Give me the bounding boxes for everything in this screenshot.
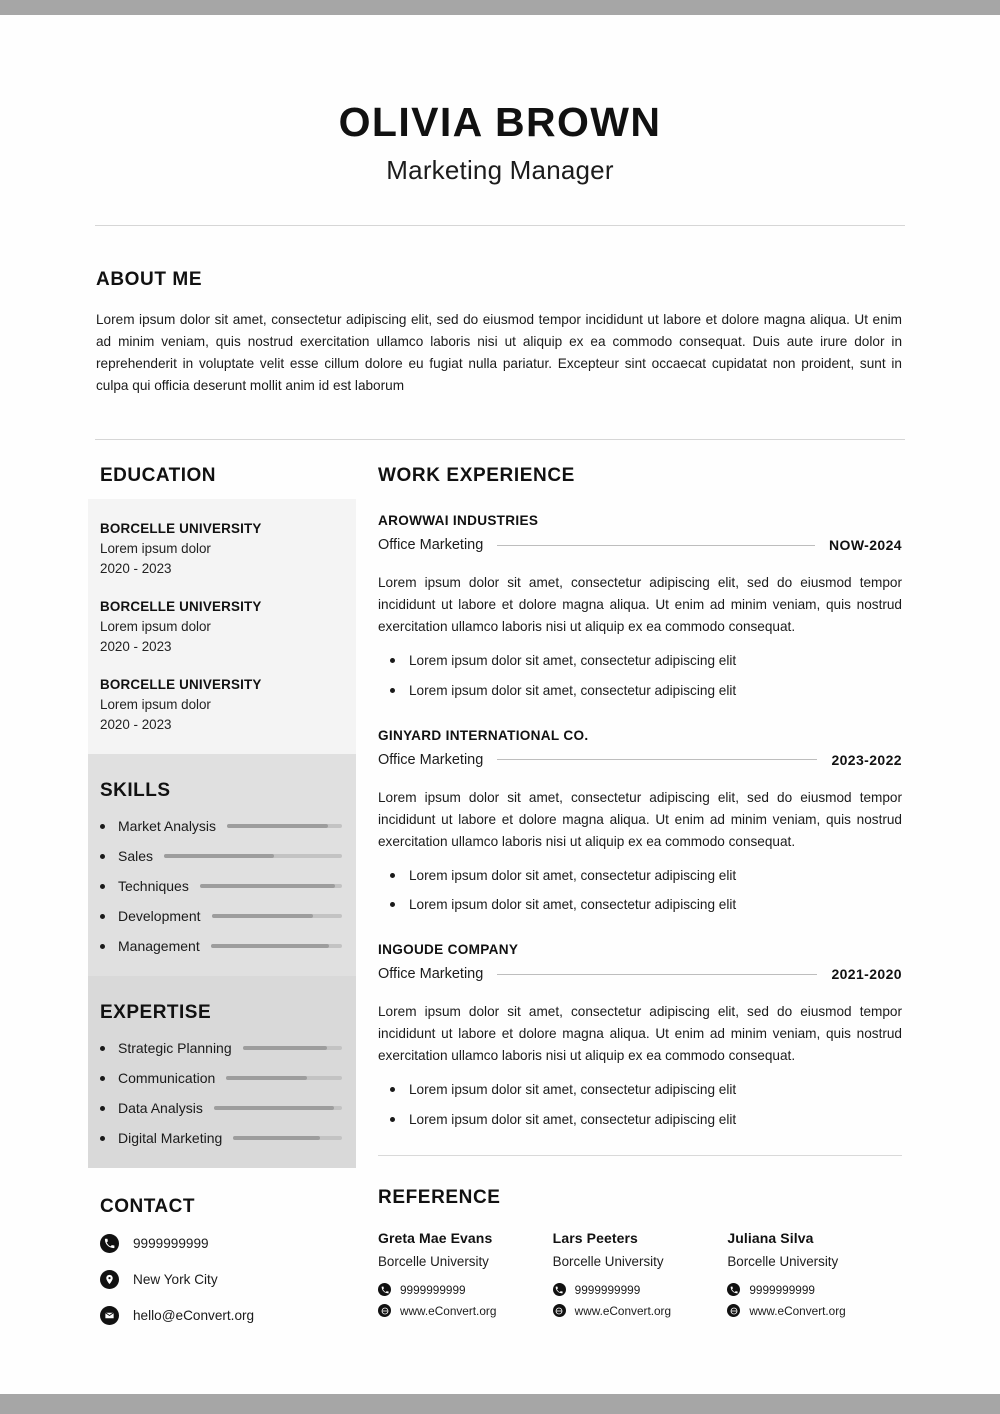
job-role: Office Marketing [378,966,484,983]
job-meta [378,537,902,553]
bullet-icon [100,884,105,889]
contact-email-row[interactable] [100,1306,356,1325]
reference-name: Juliana Silva [727,1229,814,1246]
job-entry [378,942,902,1131]
skill-label: Sales [118,848,154,864]
bullet-icon [100,1046,105,1051]
job-entry [378,728,902,917]
expertise-bar-fill [226,1076,307,1080]
reference-phone: 9999999999 [749,1282,815,1297]
contact-location-row[interactable] [100,1270,356,1289]
main-column [378,465,902,1325]
education-degree: Lorem ipsum dolor [100,619,211,634]
skill-row [100,908,356,924]
expertise-label: Digital Marketing [118,1130,223,1146]
skill-bar-fill [164,854,274,858]
skills-panel [88,754,356,976]
job-bullet-text: Lorem ipsum dolor sit amet, consectetur adipiscing elit [409,682,737,698]
about-title: ABOUT ME [96,269,203,290]
job-bullet [378,865,902,887]
job-bullet [378,650,902,672]
skill-bar [200,884,342,888]
job-bullet [378,894,902,916]
job-meta [378,966,902,982]
job-bullet-text: Lorem ipsum dolor sit amet, consectetur adipiscing elit [409,897,737,913]
skill-bar-fill [212,914,314,918]
bullet-icon [100,824,105,829]
expertise-bar-fill [243,1046,327,1050]
reference-phone: 9999999999 [400,1282,466,1297]
reference-site-row[interactable] [378,1304,553,1318]
bullet-icon [390,902,395,907]
candidate-role: Marketing Manager [386,155,614,186]
job-description: Lorem ipsum dolor sit amet, consectetur adipiscing elit, sed do eiusmod tempor incididunt ut labore et dolore magna aliqua. Ut enim ad minim veniam, quis nostrud exercitation ullamco laboris nisi ut aliquip ex ea commodo consequat. [378,1004,902,1064]
bullet-icon [100,1106,105,1111]
about-section [96,269,902,397]
skill-bar-fill [227,824,328,828]
bullet-icon [390,873,395,878]
education-degree: Lorem ipsum dolor [100,541,211,556]
reference-contacts [727,1283,902,1318]
reference-card [378,1230,553,1325]
bullet-icon [100,914,105,919]
expertise-row [100,1070,356,1086]
job-meta [378,752,902,768]
skill-row [100,848,356,864]
job-date: 2023-2022 [831,751,902,768]
job-company: GINYARD INTERNATIONAL CO. [378,727,589,743]
sidebar-column [88,465,356,1342]
reference-grid [378,1230,902,1325]
skill-row [100,878,356,894]
education-school: BORCELLE UNIVERSITY [100,677,262,692]
reference-section [378,1187,902,1325]
reference-org: Borcelle University [552,1253,664,1269]
education-item [88,677,356,732]
job-bullet-text: Lorem ipsum dolor sit amet, consectetur adipiscing elit [409,1111,737,1127]
reference-phone-row[interactable] [378,1283,553,1297]
reference-card [553,1230,728,1325]
skills-title: SKILLS [100,780,171,801]
work-experience-title: WORK EXPERIENCE [378,465,575,486]
reference-contacts [553,1283,728,1318]
job-bullets [378,1079,902,1131]
job-bullet [378,680,902,702]
reference-site: www.eConvert.org [574,1303,672,1318]
job-rule [497,759,817,760]
expertise-label: Communication [118,1070,216,1086]
reference-divider [378,1155,902,1156]
job-role: Office Marketing [378,751,484,768]
expertise-label: Strategic Planning [118,1040,232,1056]
education-item [88,521,356,576]
skill-label: Management [118,938,200,954]
phone-icon [100,1234,119,1253]
contact-title: CONTACT [100,1196,195,1217]
job-entry [378,513,902,702]
contact-section [88,1196,356,1325]
expertise-row [100,1100,356,1116]
education-school: BORCELLE UNIVERSITY [100,599,262,614]
expertise-bar [233,1136,342,1140]
expertise-bar-fill [233,1136,320,1140]
job-date: 2021-2020 [831,966,902,983]
expertise-bar [243,1046,342,1050]
reference-site-row[interactable] [553,1304,728,1318]
bullet-icon [100,1136,105,1141]
reference-org: Borcelle University [727,1253,839,1269]
reference-name: Lars Peeters [552,1229,638,1246]
skill-label: Development [118,908,201,924]
education-panel [88,499,356,754]
reference-phone: 9999999999 [574,1282,641,1297]
reference-site: www.eConvert.org [400,1303,497,1318]
bullet-icon [100,1076,105,1081]
job-bullets [378,650,902,702]
header-divider [95,225,905,226]
contact-phone-row[interactable] [100,1234,356,1253]
expertise-title: EXPERTISE [100,1002,212,1023]
resume-page [0,15,1000,1394]
skill-bar [164,854,342,858]
bullet-icon [390,688,395,693]
education-years: 2020 - 2023 [100,717,172,732]
phone-icon [378,1283,391,1296]
expertise-list [88,1040,356,1146]
reference-contacts [378,1283,553,1318]
globe-icon [727,1304,740,1317]
bullet-icon [390,1117,395,1122]
job-bullet-text: Lorem ipsum dolor sit amet, consectetur adipiscing elit [409,867,737,883]
job-bullets [378,865,902,917]
about-body: Lorem ipsum dolor sit amet, consectetur adipiscing elit, sed do eiusmod tempor incididunt ut labore et dolore magna aliqua. Ut enim ad minim veniam, quis nostrud exercitation ullamco laboris nisi ut aliquip ex ea commodo consequat. Duis aute irure dolor in reprehenderit in voluptate velit esse cillum dolore eu fugiat nulla pariatur. Excepteur sint occaecat cupidatat non proident, sunt in culpa qui officia deserunt mollit anim id est laborum [96,312,902,394]
job-description: Lorem ipsum dolor sit amet, consectetur adipiscing elit, sed do eiusmod tempor incididunt ut labore et dolore magna aliqua. Ut enim ad minim veniam, quis nostrud exercitation ullamco laboris nisi ut aliquip ex ea commodo consequat. [378,575,902,635]
reference-card [727,1230,902,1325]
skill-bar-fill [211,944,329,948]
globe-icon [378,1304,391,1317]
expertise-panel [88,976,356,1168]
education-school: BORCELLE UNIVERSITY [100,521,262,536]
phone-icon [553,1283,566,1296]
skill-bar-fill [200,884,335,888]
expertise-bar [226,1076,342,1080]
job-bullet [378,1079,902,1101]
expertise-row [100,1130,356,1146]
contact-email-value: hello@eConvert.org [133,1308,255,1323]
skill-bar [211,944,342,948]
education-title: EDUCATION [100,465,217,486]
about-divider [95,439,905,440]
globe-icon [553,1304,566,1317]
expertise-bar [214,1106,342,1110]
education-item [88,599,356,654]
reference-name: Greta Mae Evans [378,1229,493,1246]
candidate-name: OLIVIA BROWN [338,99,662,145]
reference-site: www.eConvert.org [749,1303,846,1318]
contact-location-value: New York City [133,1272,218,1287]
job-date: NOW-2024 [829,537,902,553]
bullet-icon [390,658,395,663]
skill-label: Market Analysis [118,818,217,834]
contact-phone-value: 9999999999 [133,1236,209,1251]
skill-row [100,938,356,954]
education-years: 2020 - 2023 [100,561,172,576]
job-company: INGOUDE COMPANY [378,942,519,958]
bullet-icon [390,1087,395,1092]
expertise-label: Data Analysis [118,1100,203,1116]
skill-row [100,818,356,834]
reference-phone-row[interactable] [553,1283,728,1297]
job-description: Lorem ipsum dolor sit amet, consectetur adipiscing elit, sed do eiusmod tempor incididunt ut labore et dolore magna aliqua. Ut enim ad minim veniam, quis nostrud exercitation ullamco laboris nisi ut aliquip ex ea commodo consequat. [378,789,902,849]
reference-phone-row[interactable] [727,1283,902,1297]
skills-list [88,818,356,954]
resume-header [0,15,1000,186]
skill-label: Techniques [118,878,189,894]
job-role: Office Marketing [378,537,484,553]
expertise-bar-fill [214,1106,334,1110]
skill-bar [227,824,342,828]
bullet-icon [100,944,105,949]
skill-bar [212,914,343,918]
job-bullet-text: Lorem ipsum dolor sit amet, consectetur adipiscing elit [409,653,737,669]
expertise-row [100,1040,356,1056]
job-company: AROWWAI INDUSTRIES [378,513,539,528]
bullet-icon [100,854,105,859]
education-years: 2020 - 2023 [100,639,172,654]
job-bullet [378,1109,902,1131]
job-rule [497,545,815,546]
contact-list [88,1234,356,1325]
location-icon [100,1270,119,1289]
email-icon [100,1306,119,1325]
education-degree: Lorem ipsum dolor [100,697,211,712]
reference-title: REFERENCE [378,1186,501,1208]
reference-org: Borcelle University [378,1253,489,1269]
phone-icon [727,1283,740,1296]
job-bullet-text: Lorem ipsum dolor sit amet, consectetur adipiscing elit [409,1082,737,1098]
job-rule [497,974,817,975]
reference-site-row[interactable] [727,1304,902,1318]
